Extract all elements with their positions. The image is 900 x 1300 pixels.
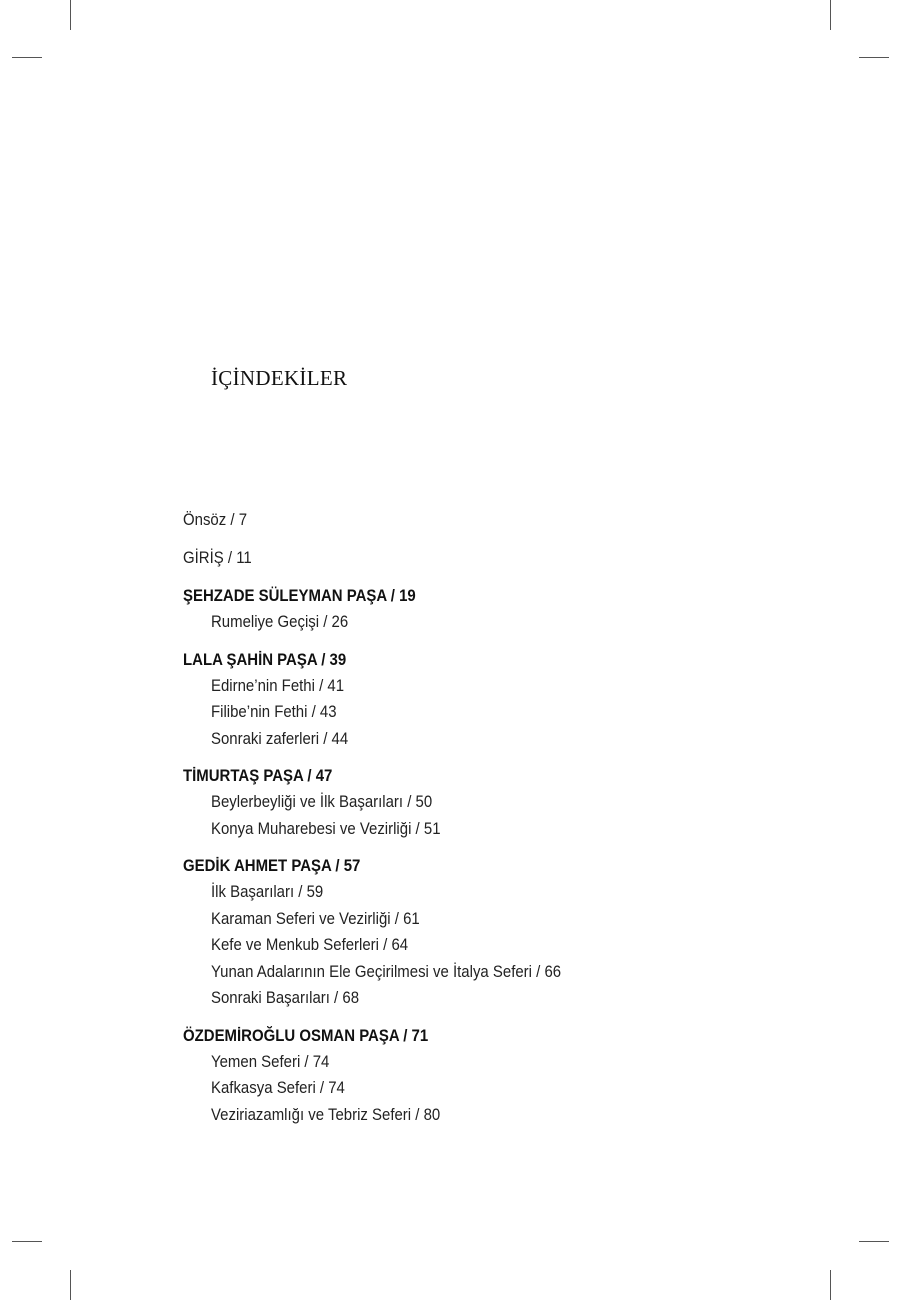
toc-subentry: Kafkasya Seferi / 74	[211, 1078, 345, 1097]
crop-mark	[12, 1241, 42, 1242]
section-items	[183, 879, 833, 1012]
toc-subentry: Sonraki Başarıları / 68	[211, 988, 360, 1007]
toc-subentry: Karaman Seferi ve Vezirliği / 61	[211, 908, 420, 928]
crop-mark	[70, 1270, 71, 1300]
section-title: TİMURTAŞ PAŞA / 47	[183, 766, 333, 785]
crop-mark	[70, 0, 71, 30]
toc-entry-preface: Önsöz / 7	[183, 510, 248, 529]
crop-mark	[859, 57, 889, 58]
section-items	[183, 673, 833, 753]
toc-section	[183, 646, 833, 753]
crop-mark	[830, 1270, 831, 1300]
toc-subentry: Sonraki zaferleri / 44	[211, 728, 349, 748]
toc-section	[183, 582, 833, 636]
section-items	[183, 609, 833, 636]
toc-subentry: Yunan Adalarının Ele Geçirilmesi ve İtalya Seferi / 66	[211, 961, 562, 981]
page-title: İÇİNDEKİLER	[211, 366, 348, 390]
toc-subentry: Rumeliye Geçişi / 26	[211, 612, 349, 631]
section-title: ŞEHZADE SÜLEYMAN PAŞA / 19	[183, 586, 416, 605]
table-of-contents	[183, 506, 833, 1138]
toc-subentry: Kefe ve Menkub Seferleri / 64	[211, 935, 409, 954]
section-title: LALA ŞAHİN PAŞA / 39	[183, 649, 347, 669]
toc-subentry: İlk Başarıları / 59	[211, 882, 324, 901]
section-title: ÖZDEMİROĞLU OSMAN PAŞA / 71	[183, 1025, 429, 1045]
crop-mark	[12, 57, 42, 58]
toc-section	[183, 852, 833, 1012]
toc-entry-introduction: GİRİŞ / 11	[183, 548, 252, 567]
toc-subentry: Yemen Seferi / 74	[211, 1051, 330, 1071]
section-items	[183, 1049, 833, 1129]
toc-subentry: Konya Muharebesi ve Vezirliği / 51	[211, 818, 441, 838]
toc-subentry: Edirne’nin Fethi / 41	[211, 675, 345, 695]
section-title: GEDİK AHMET PAŞA / 57	[183, 856, 361, 875]
section-items	[183, 789, 833, 842]
toc-subentry: Veziriazamlığı ve Tebriz Seferi / 80	[211, 1104, 441, 1124]
crop-mark	[830, 0, 831, 30]
toc-section	[183, 762, 833, 842]
toc-subentry: Filibe’nin Fethi / 43	[211, 702, 337, 721]
crop-mark	[859, 1241, 889, 1242]
toc-subentry: Beylerbeyliği ve İlk Başarıları / 50	[211, 792, 433, 811]
toc-section	[183, 1022, 833, 1129]
